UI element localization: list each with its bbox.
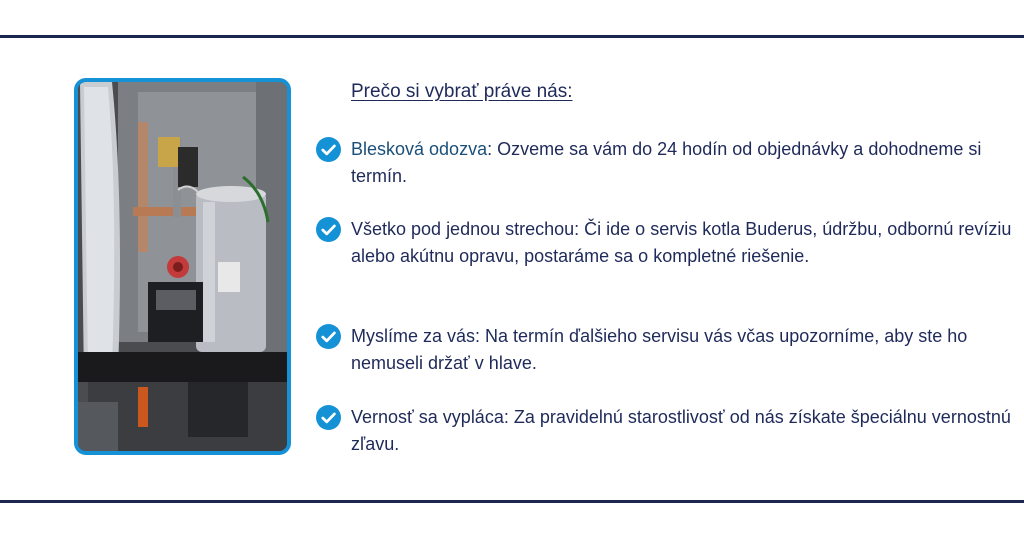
list-item-body: : Na termín ďalšieho servisu vás včas upozorníme, aby ste ho nemuseli držať v hlave. bbox=[351, 326, 968, 373]
list-item-body: : Či ide o servis kotla Buderus, údržbu, odbornú revíziu alebo akútnu opravu, postaráme sa o kompletné riešenie. bbox=[351, 219, 1012, 266]
list-item-body: : Ozveme sa vám do 24 hodín od objednávky a dohodneme si termín. bbox=[351, 139, 982, 186]
boiler-illustration bbox=[78, 82, 287, 451]
list-item-text bbox=[351, 404, 1021, 458]
list-item-text bbox=[351, 136, 1021, 190]
boiler-photo bbox=[74, 78, 291, 455]
check-circle-icon bbox=[316, 405, 341, 430]
page-heading: Prečo si vybrať práve nás: bbox=[351, 81, 573, 102]
top-divider bbox=[0, 35, 1024, 38]
list-item-lead: Myslíme za vás bbox=[351, 326, 476, 346]
list-item-text bbox=[351, 323, 1021, 377]
bottom-divider bbox=[0, 500, 1024, 503]
check-circle-icon bbox=[316, 137, 341, 162]
check-circle-icon bbox=[316, 324, 341, 349]
list-item-text bbox=[351, 216, 1021, 270]
list-item-lead: Vernosť sa vypláca bbox=[351, 407, 504, 427]
list-item-lead: Všetko pod jednou strechou bbox=[351, 219, 575, 239]
list-item-body: : Za pravidelnú starostlivosť od nás získate špeciálnu vernostnú zľavu. bbox=[351, 407, 1011, 454]
check-circle-icon bbox=[316, 217, 341, 242]
list-item-lead: Blesková odozva bbox=[351, 139, 488, 159]
